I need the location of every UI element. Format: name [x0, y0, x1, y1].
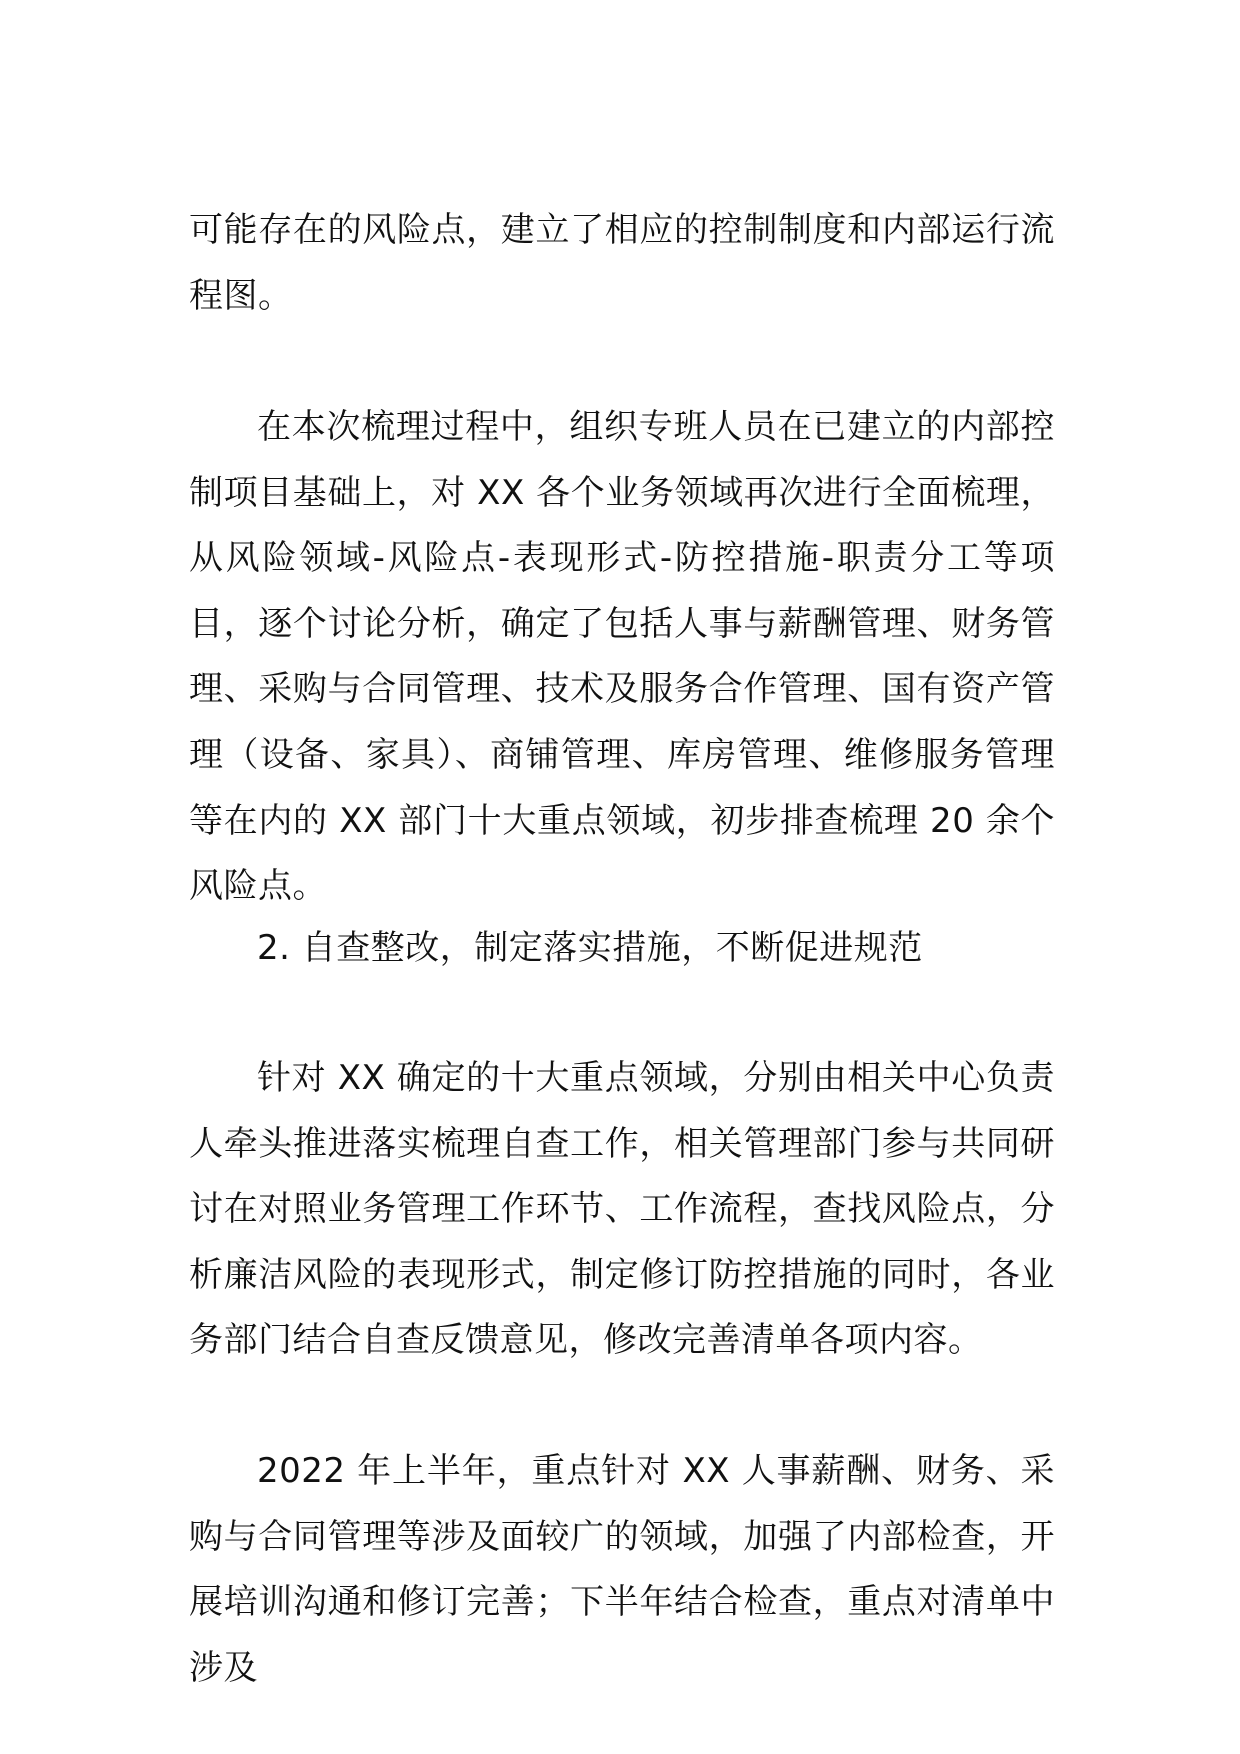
section-heading: 2. 自查整改，制定落实措施，不断促进规范	[257, 928, 923, 968]
paragraph-continuation: 可能存在的风险点，建立了相应的控制制度和内部运行流程图。	[189, 210, 1055, 316]
paragraph-2022-work: 2022 年上半年，重点针对 XX 人事薪酬、财务、采购与合同管理等涉及面较广的领域，加强了内部检查，开展培训沟通和修订完善；下半年结合检查，重点对清单中涉及	[189, 1451, 1055, 1688]
paragraph-self-check: 针对 XX 确定的十大重点领域，分别由相关中心负责人牵头推进落实梳理自查工作，相关管理部门参与共同研讨在对照业务管理工作环节、工作流程，查找风险点，分析廉洁风险的表现形式，制定修订防控措施的同时，各业务部门结合自查反馈意见，修改完善清单各项内容。	[189, 1058, 1055, 1361]
paragraph-review-process: 在本次梳理过程中，组织专班人员在已建立的内部控制项目基础上，对 XX 各个业务领域再次进行全面梳理，从风险领域-风险点-表现形式-防控措施-职责分工等项目，逐个讨论分析，确定了包括人事与薪酬管理、财务管理、采购与合同管理、技术及服务合作管理、国有资产管理（设备、家具）、商铺管理、库房管理、维修服务管理等在内的 XX 部门十大重点领域，初步排查梳理 20 余个风险点。	[189, 407, 1055, 907]
